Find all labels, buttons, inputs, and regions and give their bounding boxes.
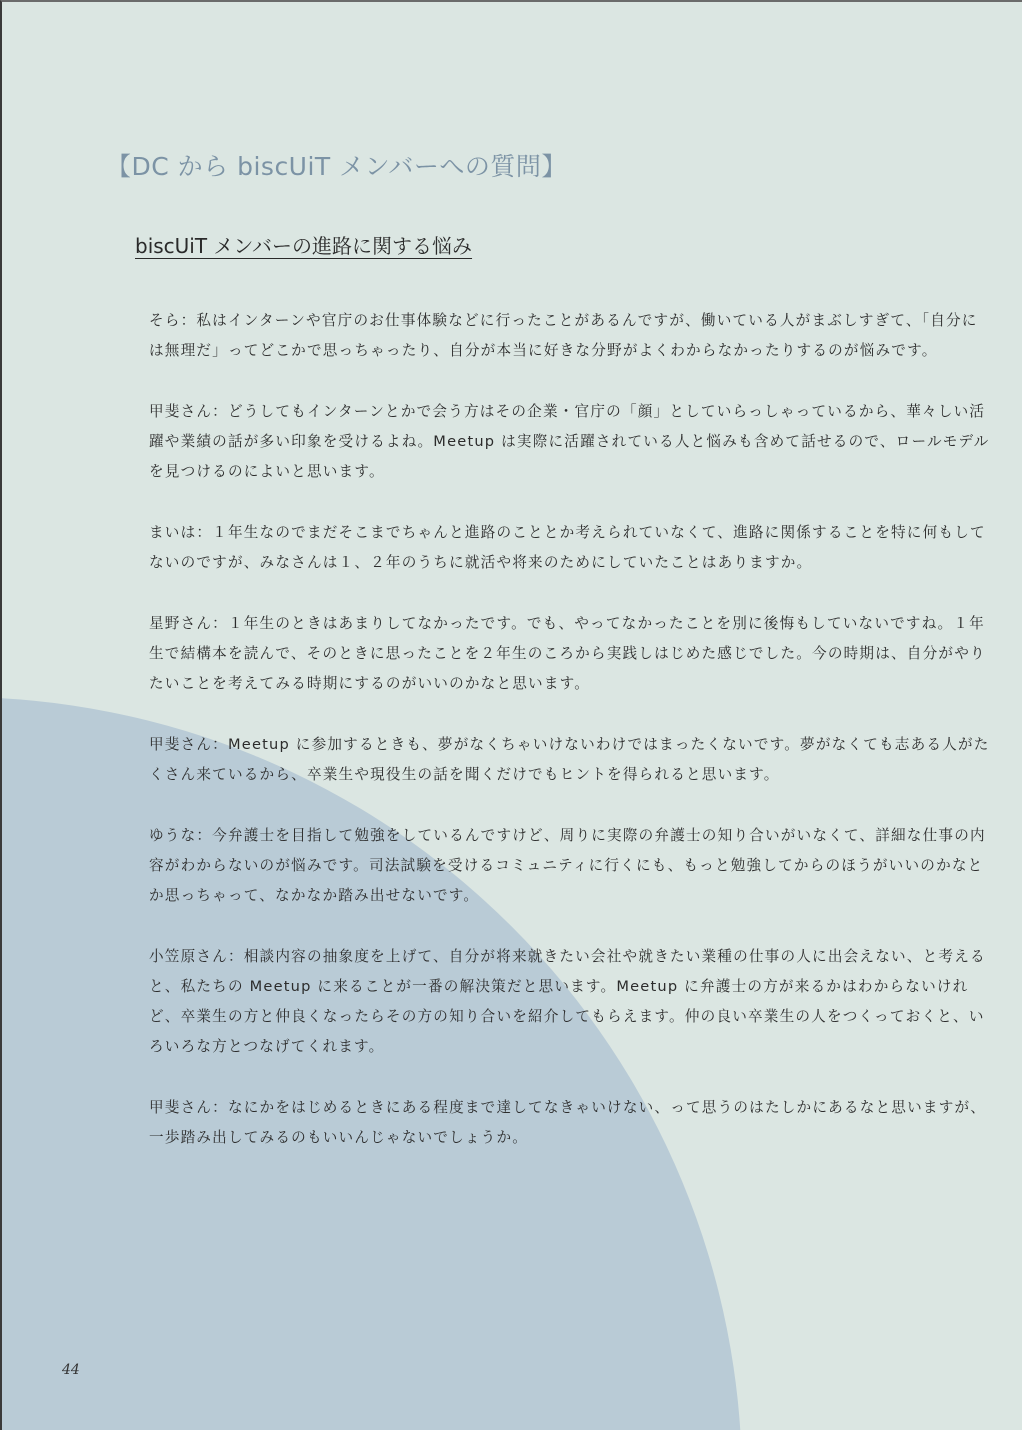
page-title: 【DC から biscUiT メンバーへの質問】 — [106, 152, 567, 181]
paragraph-hoshino: 星野さん：１年生のときはあまりしてなかったです。でも、やってなかったことを別に後悔もしていないですね。１年生で結構本を読んで、そのときに思ったことを２年生のころから実践しはじめた感じでした。今の時期は、自分がやりたいことを考えてみる時期にするのがいいのかなと思います。 — [149, 615, 986, 692]
paragraph-maiha: まいは：１年生なのでまだそこまでちゃんと進路のこととか考えられていなくて、進路に関係することを特に何もしてないのですが、みなさんは１、２年のうちに就活や将来のためにしていたことはありますか。 — [149, 524, 986, 571]
paragraph-kai-3: 甲斐さん：なにかをはじめるときにある程度まで達してなきゃいけない、って思うのはたしかにあるなと思いますが、一歩踏み出してみるのもいいんじゃないでしょうか。 — [149, 1099, 987, 1146]
paragraph-yuna: ゆうな：今弁護士を目指して勉強をしているんですけど、周りに実際の弁護士の知り合いがいなくて、詳細な仕事の内容がわからないのが悩みです。司法試験を受けるコミュニティに行くにも、もっと勉強してからのほうがいいのかなとか思っちゃって、なかなか踏み出せないです。 — [149, 827, 986, 904]
paragraph-sora: そら：私はインターンや官庁のお仕事体験などに行ったことがあるんですが、働いている人がまぶしすぎて、「自分には無理だ」ってどこかで思っちゃったり、自分が本当に好きな分野がよくわからなかったりするのが悩みです。 — [149, 312, 978, 359]
section-heading: biscUiT メンバーの進路に関する悩み — [135, 234, 473, 258]
paragraph-kai-2: 甲斐さん：Meetup に参加するときも、夢がなくちゃいけないわけではまったくないです。夢がなくても志ある人がたくさん来ているから、卒業生や現役生の話を聞くだけでもヒントを得られると思います。 — [149, 736, 990, 783]
page-number: 44 — [62, 1362, 80, 1378]
paragraph-kai-1: 甲斐さん：どうしてもインターンとかで会う方はその企業・官庁の「顔」としていらっしゃっているから、華々しい活躍や業績の話が多い印象を受けるよね。Meetup は実際に活躍されている人と悩みも含めて話せるので、ロールモデルを見つけるのによいと思います。 — [149, 403, 990, 480]
paragraph-ogasawara: 小笠原さん：相談内容の抽象度を上げて、自分が将来就きたい会社や就きたい業種の仕事の人に出会えない、と考えると、私たちの Meetup に来ることが一番の解決策だと思います。Meetup に弁護士の方が来るかはわからないけれど、卒業生の方と仲良くなったらその方の知り合いを紹介してもらえます。仲の良い卒業生の人をつくっておくと、いろいろな方とつなげてくれます。 — [149, 948, 986, 1055]
article-body — [149, 306, 993, 1184]
